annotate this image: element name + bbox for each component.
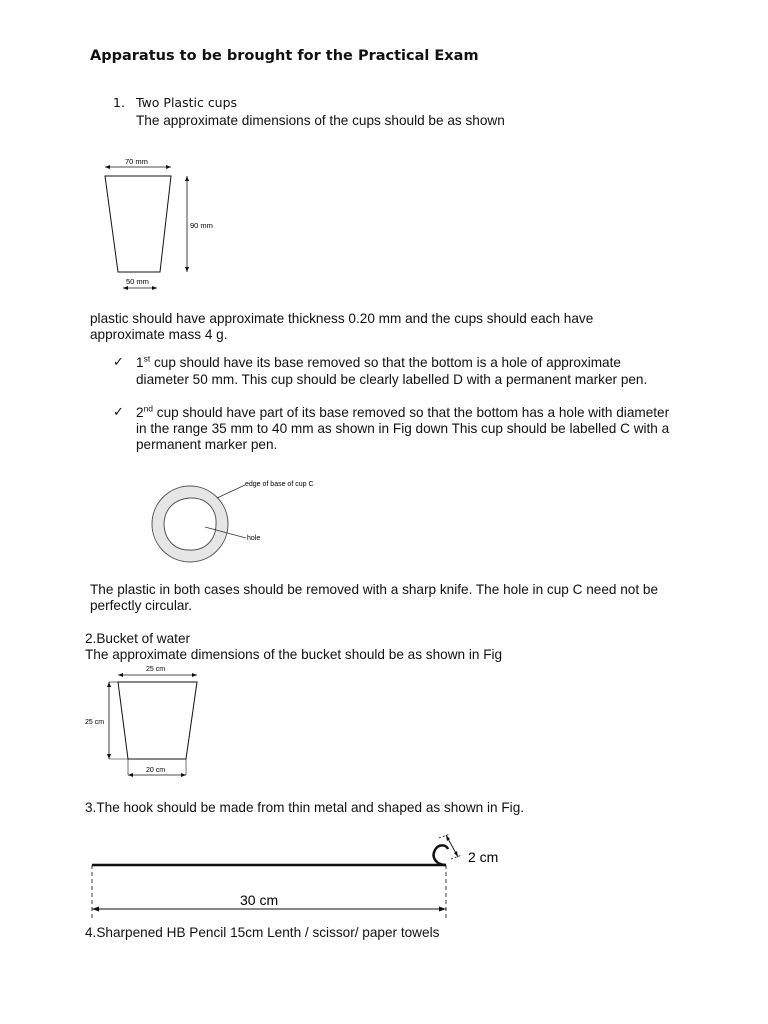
- cup-base-width-label: 50 mm: [126, 277, 149, 286]
- bullet2-line2: in the range 35 mm to 40 mm as shown in Fig down This cup should be labelled C with a: [136, 421, 670, 436]
- bucket-top-width-label: 25 cm: [146, 666, 166, 673]
- item1-number: 1.: [113, 95, 125, 110]
- bucket-base-width-label: 20 cm: [146, 767, 166, 774]
- item1-subtitle: The approximate dimensions of the cups should be as shown: [136, 113, 505, 128]
- edge-label: edge of base of cup C: [245, 481, 314, 488]
- hook-size-label: 2 cm: [468, 849, 499, 865]
- thickness-text-line2: approximate mass 4 g.: [90, 327, 228, 342]
- item4-title: 4.Sharpened HB Pencil 15cm Lenth / scissor/ paper towels: [85, 925, 440, 940]
- hole-label: hole: [247, 535, 261, 542]
- cup-base-ring-diagram: [145, 472, 345, 577]
- item2-subtitle: The approximate dimensions of the bucket should be as shown in Fig: [85, 647, 503, 662]
- cup-top-width-label: 70 mm: [125, 157, 148, 166]
- note-line2: perfectly circular.: [90, 598, 192, 613]
- bucket-outline: [118, 682, 197, 759]
- bucket-diagram: [80, 662, 210, 782]
- cup-outline: [105, 176, 171, 272]
- cup-height-label: 90 mm: [190, 221, 213, 230]
- item2-title: 2.Bucket of water: [85, 631, 191, 646]
- item3-title: 3.The hook should be made from thin metal and shaped as shown in Fig.: [85, 800, 525, 815]
- bullet1-line1: 1st cup should have its base removed so that the bottom is a hole of approximate: [136, 353, 621, 370]
- hook-curl: [434, 845, 448, 865]
- ring-hole: [164, 498, 216, 550]
- page-title: Apparatus to be brought for the Practical Exam: [90, 48, 479, 64]
- hook-diagram: [80, 828, 520, 920]
- checkmark-icon: ✓: [113, 354, 124, 369]
- checkmark-icon: ✓: [113, 404, 124, 419]
- bucket-height-label: 25 cm: [85, 719, 105, 726]
- item1-title: Two Plastic cups: [136, 95, 238, 110]
- bullet1-line2: diameter 50 mm. This cup should be clearly labelled D with a permanent marker pen.: [136, 372, 648, 387]
- bullet2-line3: permanent marker pen.: [136, 437, 278, 452]
- cup-diagram: [95, 150, 235, 295]
- bullet2-line1: 2nd cup should have part of its base removed so that the bottom has a hole with diameter: [136, 403, 670, 420]
- note-line1: The plastic in both cases should be removed with a sharp knife. The hole in cup C need not be: [90, 582, 659, 597]
- thickness-text-line1: plastic should have approximate thickness 0.20 mm and the cups should each have: [90, 311, 594, 326]
- hook-length-label: 30 cm: [240, 892, 279, 908]
